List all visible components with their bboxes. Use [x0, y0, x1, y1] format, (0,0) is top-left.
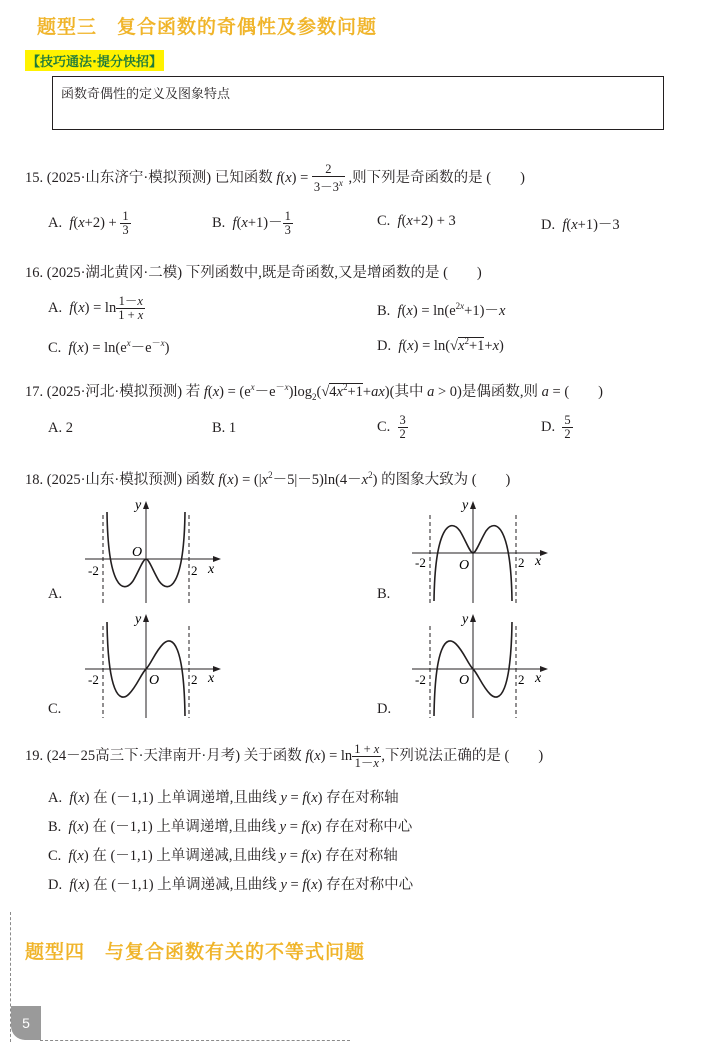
- q17-option-c[interactable]: C. $\frac{3}{2}$: [377, 413, 406, 441]
- q17-text-a: 若: [185, 384, 201, 400]
- q17-option-d[interactable]: D. $\frac{5}{2}$: [541, 413, 571, 441]
- q15-option-d[interactable]: D. f(x+1)－3: [541, 217, 620, 233]
- q19-option-b-label: B.: [48, 819, 62, 835]
- graph-c-y-label: y: [135, 612, 142, 627]
- q19-option-c-mono: 减: [214, 848, 229, 864]
- section-title-3: 题型三 复合函数的奇偶性及参数问题: [37, 16, 378, 38]
- graph-b-y-label: y: [462, 498, 469, 513]
- question-18: 18. (2025·山东·模拟预测) 函数 $f(x) = (|x^2-5|-5)\ln(4-x^2)$ 的图象大致为 ( ): [25, 470, 511, 488]
- q15-option-d-label: D.: [541, 217, 556, 233]
- graph-b-pos2: 2: [518, 555, 525, 570]
- q18-option-c[interactable]: C.: [48, 701, 62, 717]
- graph-a-x-label: x: [208, 562, 215, 577]
- graph-a-y-label: y: [135, 498, 142, 513]
- section-title-4: 题型四 与复合函数有关的不等式问题: [25, 941, 366, 963]
- q18-number: 18.: [25, 472, 44, 488]
- q15-option-b[interactable]: B. f(x+1)－ $\frac{1}{3}$: [212, 209, 291, 237]
- q19-option-a-mid: 在 (－1,1) 上单调递: [93, 790, 216, 806]
- graph-b-origin: O: [459, 558, 470, 573]
- question-17: 17. (2025·河北·模拟预测) 若 $f(x) = (e^x-e^{-x})\log_2(√4x^2+1+ax)$(其中 a > 0)是偶函数,则 a = ( ): [25, 382, 603, 402]
- q16-option-d-label: D.: [377, 337, 392, 354]
- q16-option-b[interactable]: B. $f(x) = \ln(e^{2x}+1)-x$: [377, 301, 506, 319]
- q19-option-d[interactable]: D. f(x) 在 (－1,1) 上单调递减,且曲线 y = f(x) 存在对称中心: [48, 877, 414, 893]
- graph-c-pos2: 2: [191, 672, 198, 687]
- q17-option-c-label: C.: [377, 418, 391, 435]
- q17-text-c: )是偶函数,则: [457, 384, 538, 400]
- graph-d-origin: O: [459, 673, 470, 688]
- graph-b[interactable]: [410, 497, 550, 605]
- graph-c[interactable]: [83, 612, 223, 720]
- q16-number: 16.: [25, 265, 44, 281]
- q16-option-b-label: B.: [377, 303, 391, 319]
- q19-option-a-label: A.: [48, 790, 63, 806]
- q16-option-d[interactable]: D. $f(x) = \ln(√x^2+1+x)$: [377, 336, 504, 354]
- q19-option-d-tail: 存在对称中心: [326, 877, 414, 893]
- q19-text-a: 关于函数: [243, 747, 302, 764]
- q19-option-b-tail: 存在对称中心: [325, 819, 413, 835]
- q19-option-b[interactable]: B. f(x) 在 (－1,1) 上单调递增,且曲线 y = f(x) 存在对称中心: [48, 819, 413, 835]
- q16-option-c-label: C.: [48, 340, 62, 356]
- q18-source: (2025·山东·模拟预测): [46, 472, 183, 488]
- q19-option-a-tail: 存在对称轴: [326, 790, 399, 806]
- q19-option-d-mid: 在 (－1,1) 上单调递: [93, 877, 216, 893]
- graph-c-neg2: -2: [88, 672, 99, 687]
- graph-d[interactable]: [410, 612, 550, 720]
- q19-option-c-tail: 存在对称轴: [325, 848, 398, 864]
- q19-option-c-label: C.: [48, 848, 62, 864]
- graph-d-neg2: -2: [415, 672, 426, 687]
- q15-source: (2025·山东济宁·模拟预测): [46, 169, 212, 186]
- graph-c-origin: O: [149, 673, 160, 688]
- q17-option-d-label: D.: [541, 418, 556, 435]
- q17-source: (2025·河北·模拟预测): [46, 384, 183, 400]
- q19-option-d-label: D.: [48, 877, 63, 893]
- tips-box: [52, 76, 664, 130]
- graph-a-pos2: 2: [191, 563, 198, 578]
- q19-option-b-curve: ,且曲线: [228, 819, 276, 835]
- q15-option-a-label: A.: [48, 214, 63, 231]
- graph-a[interactable]: [83, 497, 223, 605]
- q19-option-b-mono: 增: [214, 819, 229, 835]
- q18-text-a: 函数: [185, 472, 215, 488]
- q19-option-b-mid: 在 (－1,1) 上单调递: [92, 819, 215, 835]
- q15-number: 15.: [25, 169, 44, 186]
- q17-text-b: (其中: [389, 384, 424, 400]
- q19-text-b: ,下列说法正确的是 ( ): [381, 747, 544, 764]
- q15-text-b: ,则下列是奇函数的是 ( ): [348, 169, 525, 186]
- question-19: 19. (24－25高三下·天津南开·月考) 关于函数 f(x) = ln $\frac{1 + x}{1-x}$ ,下列说法正确的是 ( ): [25, 742, 544, 770]
- q17-option-b[interactable]: B. 1: [212, 420, 237, 436]
- bottom-dashed-line: [40, 1040, 350, 1041]
- graph-b-neg2: -2: [415, 555, 426, 570]
- q17-text-d: ( ): [564, 384, 603, 400]
- q16-source: (2025·湖北黄冈·二模): [46, 265, 183, 281]
- q17-number: 17.: [25, 384, 44, 400]
- graph-d-x-label: x: [535, 671, 542, 686]
- q19-option-c-curve: ,且曲线: [228, 848, 276, 864]
- q19-number: 19.: [25, 747, 44, 764]
- q18-option-b[interactable]: B.: [377, 586, 391, 602]
- q19-option-a-curve: ,且曲线: [229, 790, 277, 806]
- q19-option-d-curve: ,且曲线: [229, 877, 277, 893]
- q19-option-c-mid: 在 (－1,1) 上单调递: [92, 848, 215, 864]
- q19-option-c[interactable]: C. f(x) 在 (－1,1) 上单调递减,且曲线 y = f(x) 存在对称轴: [48, 848, 398, 864]
- q16-text: 下列函数中,既是奇函数,又是增函数的是 ( ): [185, 265, 482, 281]
- graph-b-x-label: x: [535, 554, 542, 569]
- question-16: [25, 261, 482, 282]
- graph-a-neg2: -2: [88, 563, 99, 578]
- q15-text-a: 已知函数: [214, 169, 273, 186]
- q19-option-a[interactable]: A. f(x) 在 (－1,1) 上单调递增,且曲线 y = f(x) 存在对称轴: [48, 790, 399, 806]
- q15-option-c-label: C.: [377, 213, 391, 229]
- page-number: 5: [11, 1006, 41, 1040]
- question-15: 15. (2025·山东济宁·模拟预测) 已知函数 f(x) = $\frac{2}{3-3^x}$ ,则下列是奇函数的是 ( ): [25, 162, 525, 195]
- q16-option-c[interactable]: C. $f(x) = \ln(e^x-e^{-x})$: [48, 338, 170, 356]
- q18-text-b: 的图象大致为 ( ): [381, 472, 511, 488]
- q19-source: (24－25高三下·天津南开·月考): [46, 747, 241, 764]
- q15-option-a[interactable]: A. f(x+2) + $\frac{1}{3}$: [48, 209, 129, 237]
- graph-a-origin: O: [132, 545, 143, 560]
- q19-option-a-mono: 增: [215, 790, 230, 806]
- q16-option-a-label: A.: [48, 299, 63, 316]
- q15-option-b-label: B.: [212, 214, 226, 231]
- graph-c-x-label: x: [208, 671, 215, 686]
- graph-d-pos2: 2: [518, 672, 525, 687]
- q18-option-a[interactable]: A.: [48, 586, 63, 602]
- q17-option-a[interactable]: A. 2: [48, 420, 73, 436]
- tips-box-text: 函数奇偶性的定义及图象特点: [61, 87, 231, 102]
- graph-d-y-label: y: [462, 612, 469, 627]
- q18-option-d[interactable]: D.: [377, 701, 392, 717]
- q19-option-d-mono: 减: [215, 877, 230, 893]
- q15-option-c[interactable]: C. f(x+2) + 3: [377, 213, 456, 229]
- q16-option-a[interactable]: A. f(x) = ln $\frac{1-x}{1 + x}$: [48, 294, 144, 322]
- tips-badge: 【技巧通法·提分快招】: [25, 50, 164, 71]
